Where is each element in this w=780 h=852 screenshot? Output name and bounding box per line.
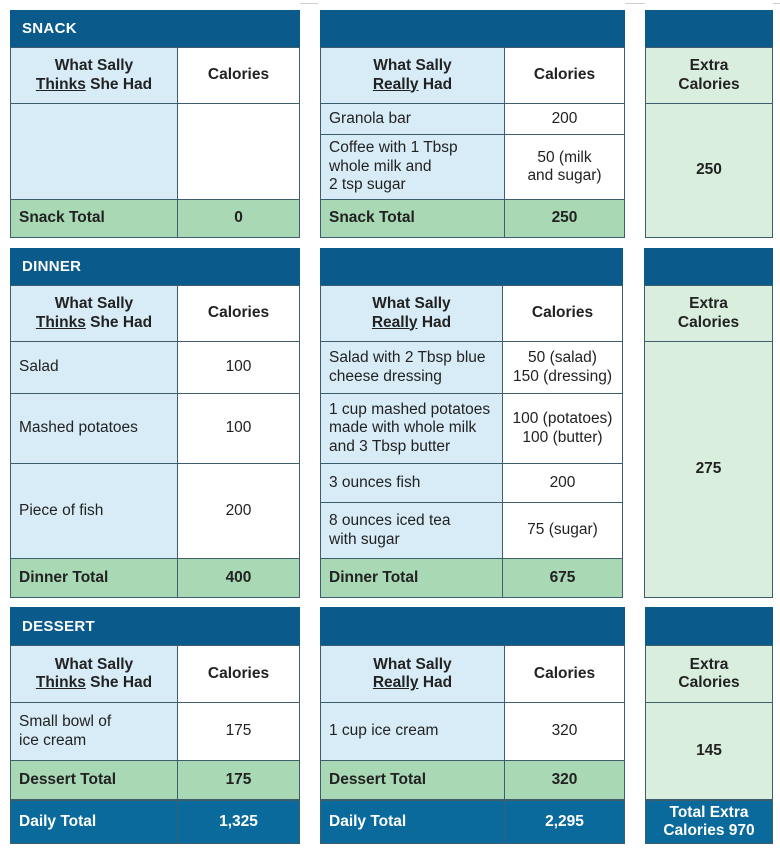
- item-line-2: ice cream: [19, 731, 87, 749]
- snack-real-header: [320, 47, 505, 104]
- header-line-2: [373, 674, 452, 693]
- calorie-value: 200: [549, 473, 576, 491]
- header-line-2: [372, 314, 451, 333]
- item-line-1: 1 cup mashed potatoes: [329, 400, 491, 418]
- dessert-thought-item: [10, 702, 178, 761]
- calorie-line-2: 150 (dressing): [512, 367, 613, 385]
- snack-real-item-1-calories: [504, 103, 625, 135]
- item-line-2: with sugar: [329, 530, 400, 548]
- dinner-thought-calories-header: Calories: [177, 285, 300, 342]
- snack-real-item-2-calories: [504, 134, 625, 200]
- calorie-line-2: 100 (butter): [522, 428, 603, 446]
- header-line-1: What Sally: [54, 57, 134, 74]
- extra-line-2: Calories: [678, 75, 740, 93]
- calorie-line-1: 50 (salad): [528, 349, 597, 366]
- dessert-thought-header: [10, 645, 178, 703]
- snack-thought-empty-calories: [177, 103, 300, 200]
- dinner-extra-header: [644, 285, 773, 342]
- item-line-2: cheese dressing: [329, 367, 442, 385]
- dessert-real-calories-header: Calories: [504, 645, 625, 703]
- header-line-2: [36, 76, 152, 95]
- dinner-thought-item-2: Mashed potatoes: [10, 393, 178, 464]
- snack-real-header-bar: [320, 10, 625, 47]
- dinner-thought-item-1: Salad: [10, 341, 178, 394]
- header-line-2-rest: She Had: [85, 313, 153, 331]
- dinner-real-item-1-calories: [502, 341, 623, 394]
- dessert-extra-header-bar: [645, 607, 773, 645]
- thinks-underlined: Thinks: [35, 674, 86, 691]
- daily-thought-total: 1,325: [177, 800, 300, 844]
- header-line-2-rest: Had: [418, 75, 453, 93]
- snack-real-calories-header: Calories: [504, 47, 625, 104]
- dinner-thought-header: [10, 285, 178, 342]
- snack-real-total: 250: [504, 199, 625, 238]
- dessert-section-header: [10, 607, 300, 645]
- snack-real-item-1: [320, 103, 505, 135]
- dinner-extra-calories: 275: [644, 341, 773, 598]
- snack-extra-calories: 250: [645, 103, 773, 238]
- snack-title: SNACK: [22, 20, 77, 37]
- item-line-1: Coffee with 1 Tbsp: [329, 139, 458, 157]
- header-line-1: What Sally: [54, 295, 134, 312]
- daily-thought-total-label: Daily Total: [10, 800, 178, 844]
- calorie-line-1: 100 (potatoes): [512, 410, 613, 427]
- daily-real-total-label: Daily Total: [320, 800, 505, 844]
- header-line-2: [373, 76, 452, 95]
- extra-line-2: Calories: [678, 674, 740, 691]
- dinner-thought-item-2-calories: 100: [177, 393, 300, 464]
- item-line-2: made with whole milk: [329, 419, 477, 437]
- dinner-real-item-1: [320, 341, 503, 394]
- snack-thought-empty-item: [10, 103, 178, 200]
- dinner-thought-item-3: Piece of fish: [10, 463, 178, 559]
- dessert-extra-header: [645, 645, 773, 703]
- item-line-1: Salad with 2 Tbsp blue: [329, 349, 486, 366]
- dessert-thought-total-label: Dessert Total: [10, 760, 178, 800]
- dinner-thought-total: 400: [177, 558, 300, 598]
- dinner-title: DINNER: [22, 258, 82, 275]
- dessert-real-header-bar: [320, 607, 625, 645]
- dinner-thought-item-3-calories: 200: [177, 463, 300, 559]
- dessert-thought-calories-header: Calories: [177, 645, 300, 703]
- item-line-3: 2 tsp sugar: [329, 176, 406, 194]
- snack-extra-header-bar: [645, 10, 773, 47]
- item-text: 3 ounces fish: [329, 473, 421, 491]
- dinner-real-header: [320, 285, 503, 342]
- dinner-thought-total-label: Dinner Total: [10, 558, 178, 598]
- dinner-real-item-4-calories: [502, 502, 623, 559]
- item-line-3: and 3 Tbsp butter: [329, 437, 451, 455]
- thinks-underlined: Thinks: [35, 313, 86, 331]
- item-line-1: 8 ounces iced tea: [329, 512, 451, 529]
- dessert-real-total-label: Dessert Total: [320, 760, 505, 800]
- item-text: Granola bar: [329, 109, 411, 127]
- dinner-real-item-3-calories: [502, 463, 623, 503]
- calorie-line-2: and sugar): [527, 167, 602, 184]
- header-line-2: [36, 674, 152, 693]
- header-line-2-rest: She Had: [85, 75, 153, 93]
- snack-thought-total-label: Snack Total: [10, 199, 178, 238]
- calorie-line-1: 50 (milk: [537, 148, 592, 166]
- header-line-1: What Sally: [373, 655, 452, 673]
- dinner-real-total: 675: [502, 558, 623, 598]
- dessert-real-header: [320, 645, 505, 703]
- snack-real-total-label: Snack Total: [320, 199, 505, 238]
- dinner-real-calories-header: Calories: [502, 285, 623, 342]
- daily-extra-total: [645, 800, 773, 844]
- dinner-real-header-bar: [320, 248, 623, 285]
- header-line-1: What Sally: [372, 295, 451, 312]
- header-line-2-rest: Had: [417, 313, 452, 331]
- extra-total-line-1: Total Extra: [669, 804, 749, 821]
- daily-real-total: 2,295: [504, 800, 625, 844]
- dinner-real-item-2: [320, 393, 503, 464]
- really-underlined: Really: [372, 674, 419, 691]
- snack-thought-total: 0: [177, 199, 300, 238]
- really-underlined: Really: [372, 75, 419, 93]
- extra-line-1: Extra: [689, 295, 728, 312]
- dessert-real-total: 320: [504, 760, 625, 800]
- dessert-extra-calories: 145: [645, 702, 773, 800]
- extra-total-line-2: Calories 970: [663, 822, 755, 839]
- header-line-1: What Sally: [373, 57, 452, 74]
- header-line-2-rest: Had: [418, 674, 453, 691]
- thinks-underlined: Thinks: [35, 75, 86, 93]
- header-line-1: What Sally: [54, 655, 134, 673]
- extra-line-1: Extra: [689, 57, 729, 74]
- dinner-thought-item-1-calories: 100: [177, 341, 300, 394]
- header-line-2-rest: She Had: [85, 674, 153, 691]
- item-line-1: Small bowl of: [19, 713, 112, 730]
- really-underlined: Really: [371, 313, 418, 331]
- dinner-real-item-4: [320, 502, 503, 559]
- dessert-real-item-calories: 320: [504, 702, 625, 761]
- dinner-real-total-label: Dinner Total: [320, 558, 503, 598]
- dinner-real-item-3: [320, 463, 503, 503]
- calorie-value: 75 (sugar): [527, 521, 598, 539]
- snack-section-header: [10, 10, 300, 47]
- dessert-thought-total: 175: [177, 760, 300, 800]
- extra-line-1: Extra: [689, 655, 729, 673]
- snack-thought-calories-header: Calories: [177, 47, 300, 104]
- header-line-2: [36, 314, 152, 333]
- snack-extra-header: [645, 47, 773, 104]
- dessert-real-item: 1 cup ice cream: [320, 702, 505, 761]
- snack-thought-header: [10, 47, 178, 104]
- extra-line-2: Calories: [677, 313, 740, 331]
- dinner-real-item-2-calories: [502, 393, 623, 464]
- dessert-title: DESSERT: [22, 617, 95, 635]
- item-line-2: whole milk and: [329, 157, 432, 175]
- snack-real-item-2: [320, 134, 505, 200]
- dinner-extra-header-bar: [644, 248, 773, 285]
- dessert-thought-item-calories: 175: [177, 702, 300, 761]
- dinner-section-header: [10, 248, 300, 285]
- calorie-value: 200: [551, 109, 578, 127]
